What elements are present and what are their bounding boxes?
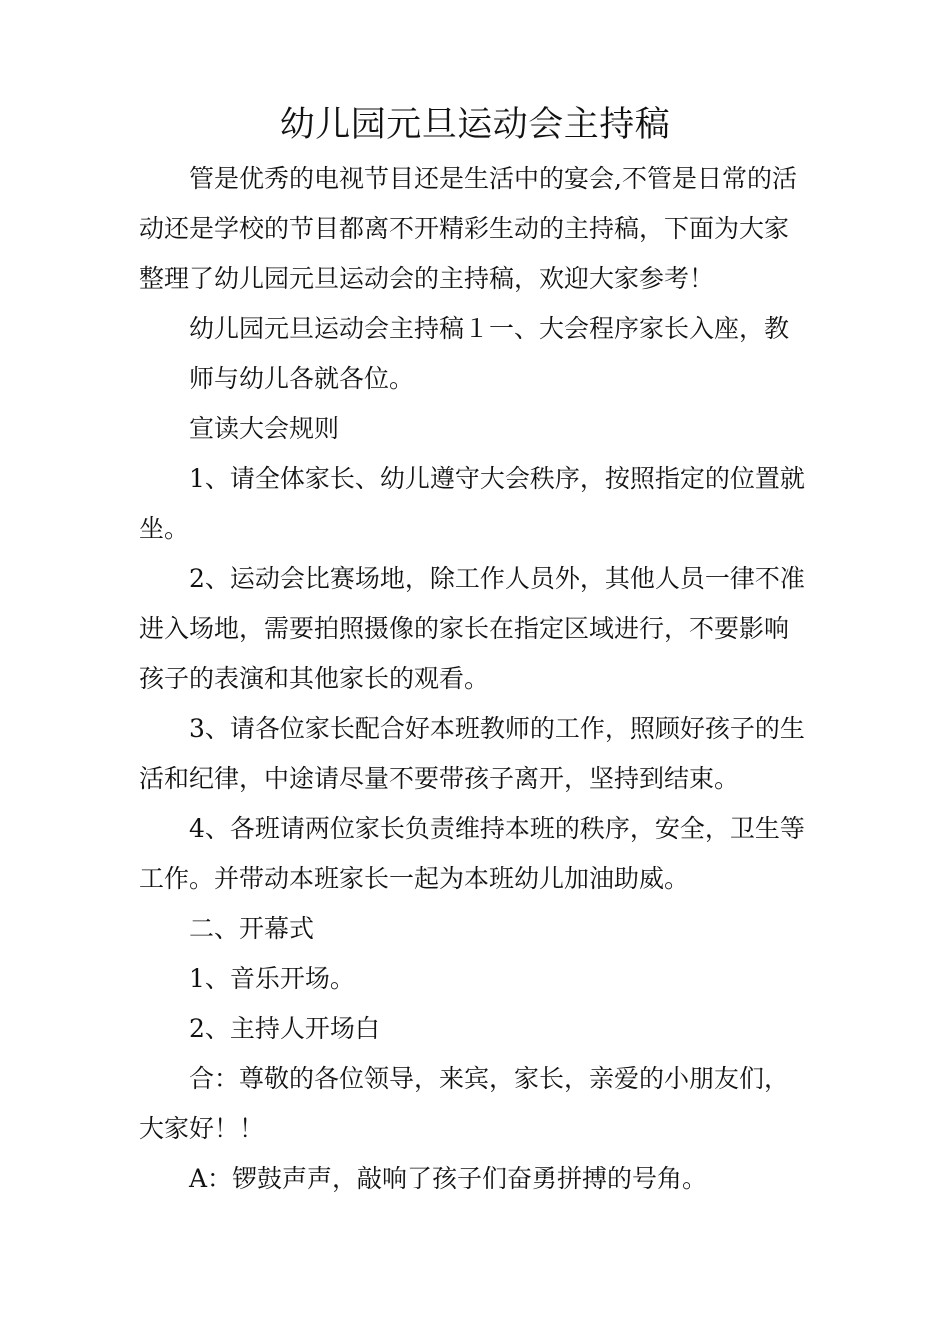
text-line: 管是优秀的电视节目还是生活中的宴会,不管是日常的活 — [189, 164, 797, 193]
text-line: 合：尊敬的各位领导，来宾，家长，亲爱的小朋友们， — [189, 1064, 790, 1093]
text-line: 2、运动会比赛场地，除工作人员外，其他人员一律不准 — [189, 564, 805, 593]
text-line: 二、开幕式 — [189, 914, 315, 943]
text-line: 孩子的表演和其他家长的观看。 — [139, 664, 490, 693]
text-line: 宣读大会规则 — [189, 414, 340, 443]
text-line: A：锣鼓声声，敲响了孩子们奋勇拼搏的号角。 — [189, 1164, 708, 1193]
text-line: 活和纪律，中途请尽量不要带孩子离开，坚持到结束。 — [139, 764, 740, 793]
text-line: 2、主持人开场白 — [189, 1014, 380, 1043]
text-line: 师与幼儿各就各位。 — [189, 364, 415, 393]
text-line: 工作。并带动本班家长一起为本班幼儿加油助威。 — [139, 864, 690, 893]
text-line: 坐。 — [139, 514, 190, 543]
text-line: 整理了幼儿园元旦运动会的主持稿，欢迎大家参考！ — [139, 264, 715, 293]
text-line: 4、各班请两位家长负责维持本班的秩序，安全，卫生等 — [189, 814, 805, 843]
text-line: 幼儿园元旦运动会主持稿１一、大会程序家长入座，教 — [189, 314, 790, 343]
text-line: 1、音乐开场。 — [189, 964, 355, 993]
text-line: 动还是学校的节目都离不开精彩生动的主持稿，下面为大家 — [139, 214, 790, 243]
text-line: 3、请各位家长配合好本班教师的工作，照顾好孩子的生 — [189, 714, 805, 743]
document-title: 幼儿园元旦运动会主持稿 — [279, 105, 671, 145]
text-line: 大家好！！ — [139, 1114, 265, 1143]
text-line: 1、请全体家长、幼儿遵守大会秩序，按照指定的位置就 — [189, 464, 805, 493]
text-line: 进入场地，需要拍照摄像的家长在指定区域进行，不要影响 — [139, 614, 790, 643]
